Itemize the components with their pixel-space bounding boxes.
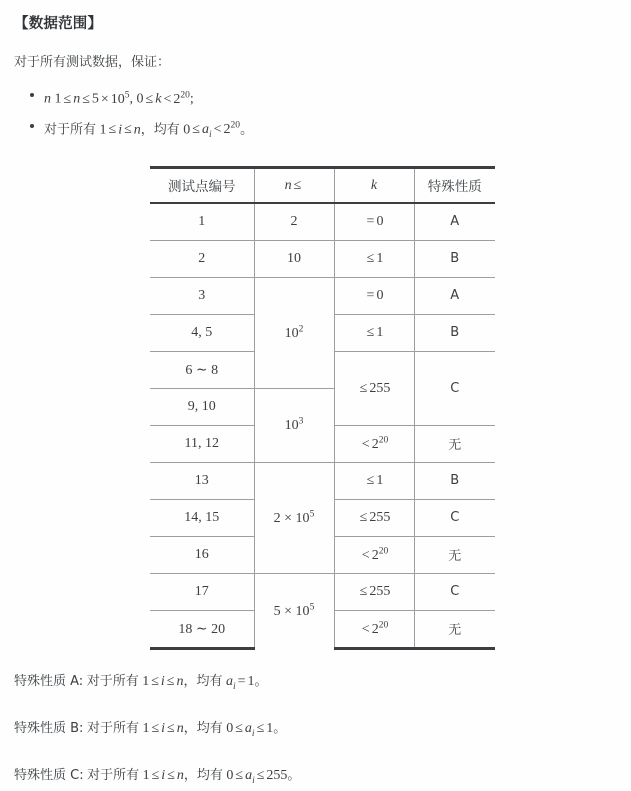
intro-text: 对于所有测试数据，保证：: [14, 55, 171, 70]
note-b-body: 对于所有 1 ≤ i ≤ n，均有 $0 \le a_i \le 1$。: [86, 720, 287, 739]
cell-property: B: [414, 315, 495, 352]
cell-k: ≤ 1: [334, 315, 414, 352]
cell-property: A: [414, 278, 495, 315]
cell-k: = 0: [334, 278, 414, 315]
note-a-body: 对于所有 1 ≤ i ≤ n，均有 $a_i = 1$。: [86, 674, 268, 692]
cell-n: 2: [254, 203, 334, 241]
cell-n: $5 \times 10^5$: [254, 574, 334, 649]
note-c-label: 特殊性质 C:: [14, 767, 84, 783]
cell-k: ≤ 255: [334, 574, 414, 611]
cell-n: 10: [254, 241, 334, 278]
cell-n: $10^3$: [254, 389, 334, 463]
cell-n: $2 \times 10^5$: [254, 463, 334, 574]
cell-property: 无: [414, 537, 495, 574]
table-header-row: [150, 168, 495, 204]
constraint-1-math: $1 \le n \le 5 \times 10^5$, $0 \le k < 2^{20}$;: [54, 90, 194, 107]
cell-k: = 0: [334, 203, 414, 241]
cell-property: A: [450, 214, 460, 230]
table-body: [150, 203, 495, 649]
testcase-table-wrap: [14, 166, 617, 650]
cell-property: B: [414, 241, 495, 278]
testcase-table: [150, 166, 495, 650]
list-item: n $1 \le n \le 5 \times 10^5$, $0 \le k < 2^{20}$;: [44, 84, 617, 111]
cell-testcase: 11, 12: [150, 426, 254, 463]
cell-k: < $2^{20}$: [334, 537, 414, 574]
table-row: [150, 574, 495, 611]
list-item: [44, 115, 617, 146]
header-k: k: [334, 168, 414, 204]
cell-testcase: 3: [150, 278, 254, 315]
cell-k: ≤ 255: [334, 352, 414, 426]
note-c: [14, 766, 617, 791]
note-b-label: 特殊性质 B:: [14, 720, 84, 736]
cell-k: ≤ 1: [334, 463, 414, 500]
cell-k: < $2^{20}$: [334, 426, 414, 463]
header-testcase: 测试点编号: [150, 168, 254, 204]
cell-testcase: 6 ∼ 8: [150, 352, 254, 389]
cell-testcase: 1: [150, 203, 254, 241]
cell-k: < $2^{20}$: [334, 611, 414, 649]
cell-property: C: [414, 500, 495, 537]
cell-property: 无: [414, 611, 495, 649]
note-a-label: 特殊性质 A:: [14, 674, 84, 690]
header-property: 特殊性质: [414, 168, 495, 204]
constraints-list: [14, 84, 617, 146]
table-row: [150, 463, 495, 500]
cell-testcase: 14, 15: [150, 500, 254, 537]
cell-property: C: [414, 352, 495, 426]
cell-testcase: 18 ∼ 20: [150, 611, 254, 649]
table-row: [150, 241, 495, 278]
table-row: [150, 278, 495, 315]
cell-testcase: 4, 5: [150, 315, 254, 352]
header-n: n ≤: [254, 168, 334, 204]
cell-testcase: 13: [150, 463, 254, 500]
note-a: [14, 672, 617, 697]
cell-k: ≤ 1: [334, 241, 414, 278]
cell-k: ≤ 255: [334, 500, 414, 537]
cell-testcase: 16: [150, 537, 254, 574]
cell-property: B: [414, 463, 495, 500]
special-property-notes: [14, 672, 617, 790]
table-row: [150, 203, 495, 241]
cell-property: 无: [414, 426, 495, 463]
note-b: [14, 719, 617, 744]
cell-property: C: [414, 574, 495, 611]
page-title: 【数据范围】: [14, 16, 103, 32]
cell-testcase: 17: [150, 574, 254, 611]
cell-testcase: 2: [150, 241, 254, 278]
cell-testcase: 9, 10: [150, 389, 254, 426]
cell-n: $10^2$: [254, 278, 334, 389]
constraint-2-math: 对于所有 1 ≤ i ≤ n，均有 $0 \le a_i < 2^{20}$。: [44, 120, 254, 141]
note-c-body: 对于所有 1 ≤ i ≤ n，均有 $0 \le a_i \le 255$。: [87, 767, 301, 786]
